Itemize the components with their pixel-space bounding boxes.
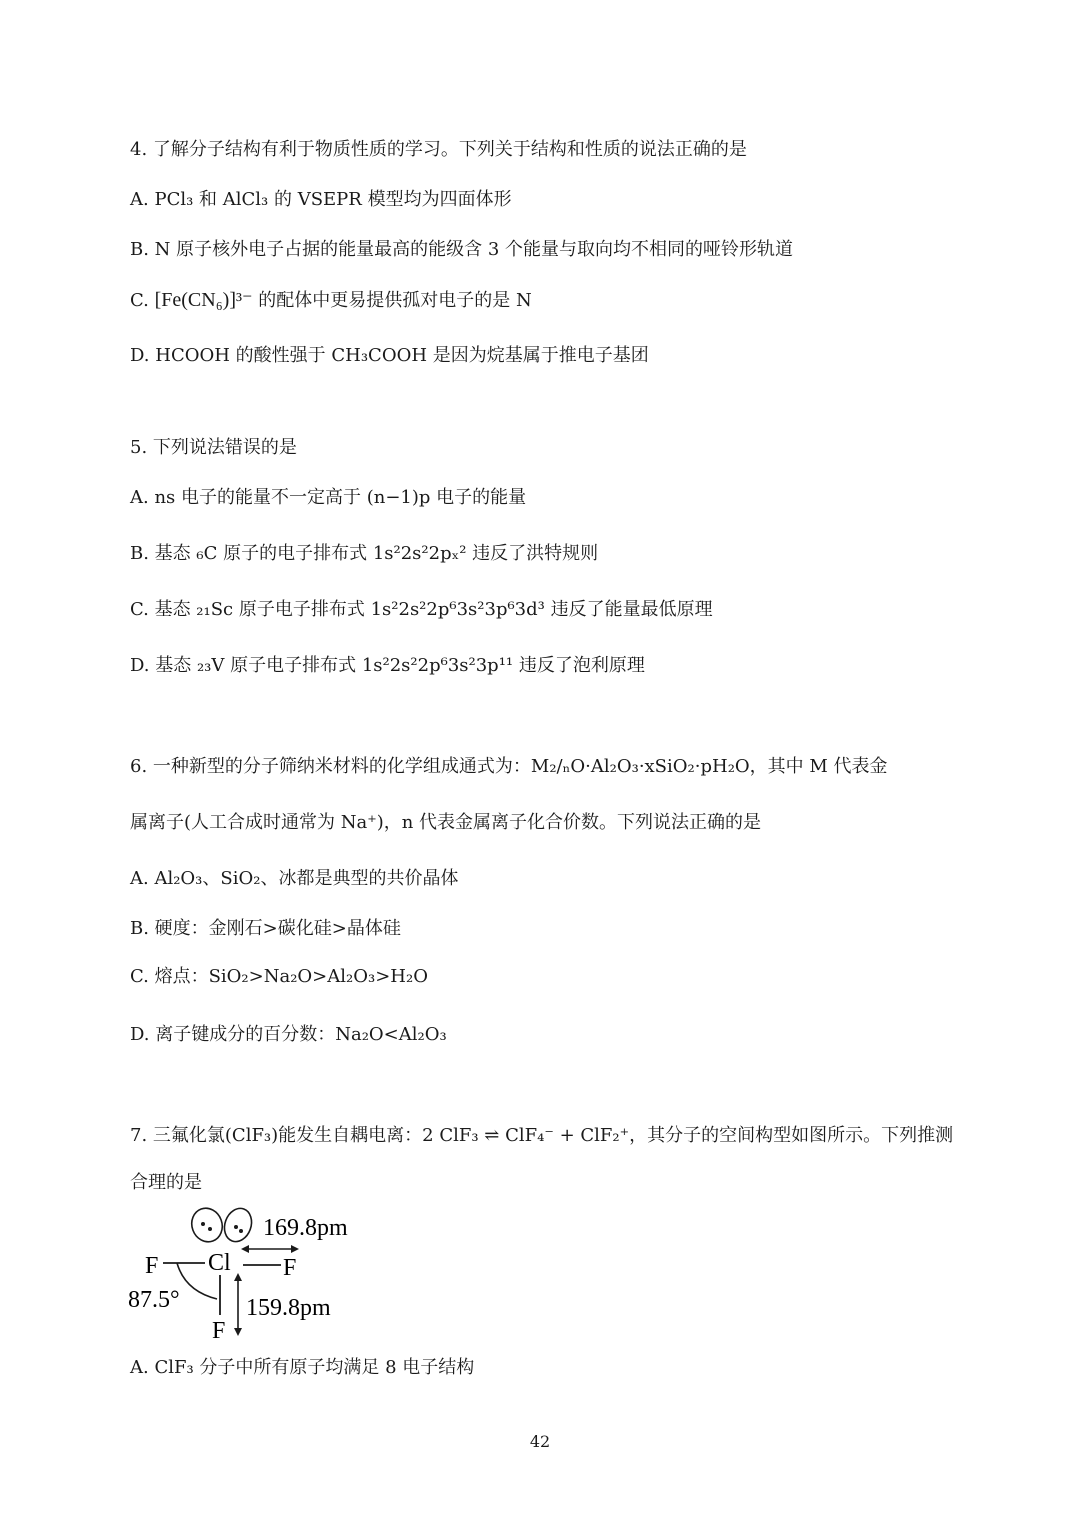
atom-f-bottom: F <box>212 1318 226 1343</box>
q5-option-c: C. 基态 ₂₁Sc 原子电子排布式 1s²2s²2p⁶3s²3p⁶3d³ 违反了能量最低原理 <box>130 599 713 620</box>
clf3-structure-diagram <box>125 1203 385 1343</box>
q5-stem: 5. 下列说法错误的是 <box>130 437 297 458</box>
q4-option-c <box>130 287 532 314</box>
q6-option-a: A. Al₂O₃、SiO₂、冰都是典型的共价晶体 <box>130 868 459 889</box>
q5-option-b: B. 基态 ₆C 原子的电子排布式 1s²2s²2pₓ² 违反了洪特规则 <box>130 543 599 564</box>
q6-option-b: B. 硬度：金刚石>碳化硅>晶体硅 <box>130 918 401 939</box>
lone-pair-right <box>220 1205 256 1246</box>
q6-option-d: D. 离子键成分的百分数：Na₂O<Al₂O₃ <box>130 1024 447 1045</box>
q4-option-d <box>130 343 649 369</box>
page-number: 42 <box>529 1432 551 1451</box>
q6-stem-line2: 属离子(人工合成时通常为 Na⁺)，n 代表金属离子化合价数。下列说法正确的是 <box>130 812 762 833</box>
q4-c-formula: [Fe(CN₆)]³⁻ <box>154 289 253 311</box>
q5-option-d: D. 基态 ₂₃V 原子电子排布式 1s²2s²2p⁶3s²3p¹¹ 违反了泡利原理 <box>130 655 645 676</box>
lone-pair-left <box>187 1204 227 1246</box>
q7-option-a: A. ClF₃ 分子中所有原子均满足 8 电子结构 <box>130 1357 475 1378</box>
bond-length-label-1: 169.8pm <box>263 1215 348 1241</box>
q4-option-a-label: A. <box>130 189 149 210</box>
q6-stem-line1: 6. 一种新型的分子筛纳米材料的化学组成通式为：M₂/ₙO·Al₂O₃·xSiO₂·pH₂O，其中 M 代表金 <box>130 756 888 777</box>
atom-cl: Cl <box>208 1250 231 1276</box>
q7-stem-line2: 合理的是 <box>130 1172 202 1193</box>
atom-f-right: F <box>283 1255 297 1281</box>
q7-stem-line1: 7. 三氟化氯(ClF₃)能发生自耦电离：2 ClF₃ ⇌ ClF₄⁻ + ClF₂⁺，其分子的空间构型如图所示。下列推测 <box>130 1125 954 1146</box>
q6-option-c: C. 熔点：SiO₂>Na₂O>Al₂O₃>H₂O <box>130 966 428 987</box>
q5-option-a: A. ns 电子的能量不一定高于 (n−1)p 电子的能量 <box>130 487 527 508</box>
q4-option-a <box>130 187 512 213</box>
q4-option-c-text: 的配体中更易提供孤对电子的是 N <box>258 290 532 311</box>
atom-f-left: F <box>145 1253 159 1279</box>
bond-length-label-2: 159.8pm <box>246 1295 331 1321</box>
q4-stem: 4. 了解分子结构有利于物质性质的学习。下列关于结构和性质的说法正确的是 <box>130 139 747 160</box>
q4-option-d-text: HCOOH 的酸性强于 CH₃COOH 是因为烷基属于推电子基团 <box>155 345 649 366</box>
q4-option-a-text: PCl₃ 和 AlCl₃ 的 VSEPR 模型均为四面体形 <box>154 189 512 210</box>
q4-option-d-label: D. <box>130 345 150 366</box>
q4-option-c-label: C. <box>130 290 149 311</box>
bond-angle-label: 87.5° <box>128 1287 180 1313</box>
q4-option-b: B. N 原子核外电子占据的能量最高的能级含 3 个能量与取向均不相同的哑铃形轨道 <box>130 239 794 260</box>
